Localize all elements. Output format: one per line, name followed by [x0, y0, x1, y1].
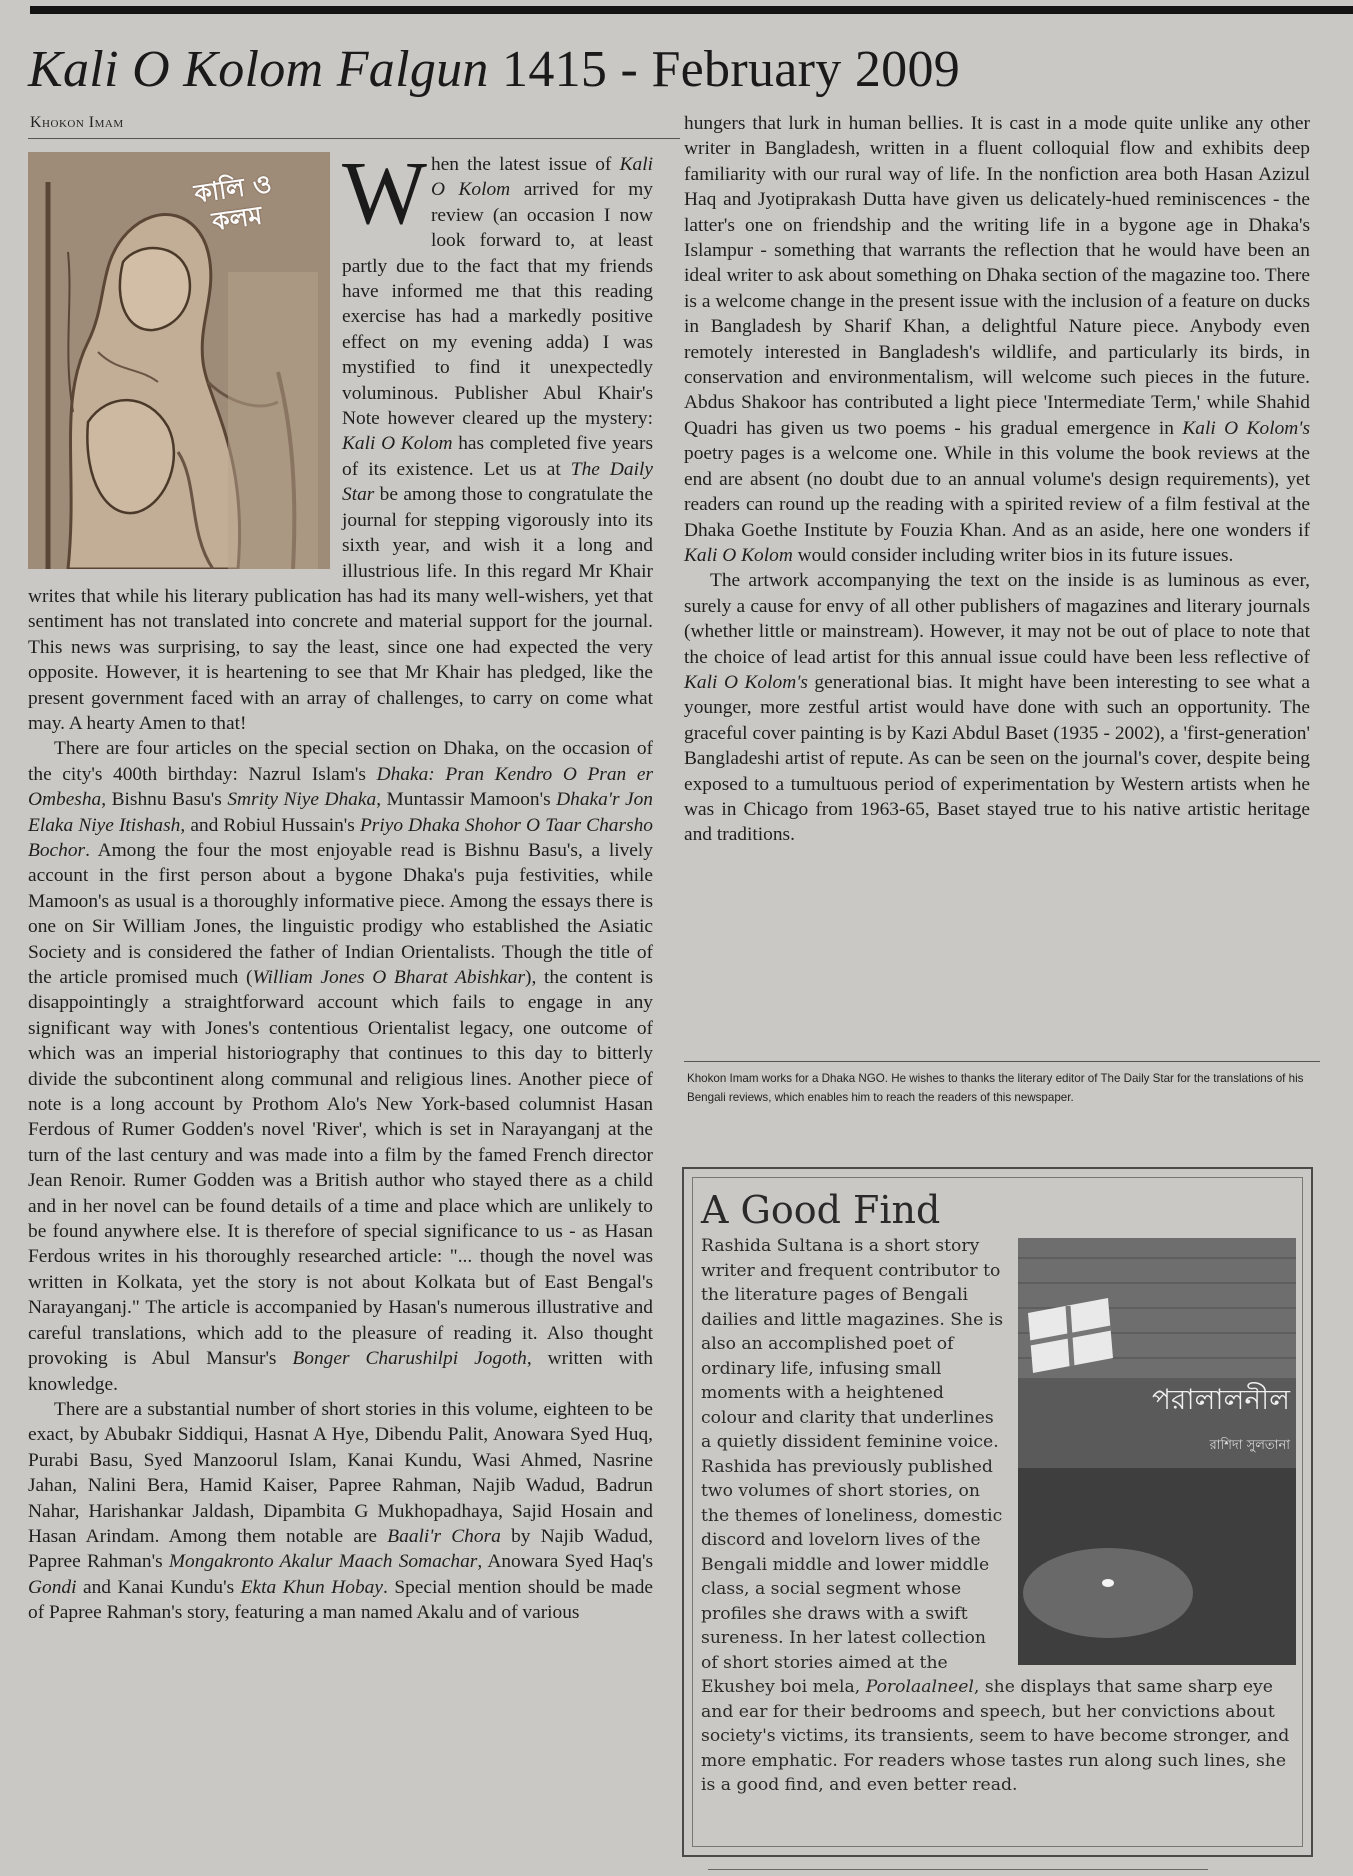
- text-run-italic: Gondi: [28, 1576, 77, 1598]
- byline-rule: [28, 138, 680, 139]
- magazine-logo-line1: কালি ও: [192, 168, 274, 209]
- top-rule: [30, 6, 1353, 14]
- text-run-italic: The Daily Star: [342, 458, 654, 506]
- article-paragraph-4: [684, 568, 1310, 847]
- text-run-italic: Kali O Kolom: [342, 433, 453, 455]
- text-run-italic: Porolaalneel: [865, 1677, 974, 1697]
- good-find-title: A Good Find: [701, 1188, 941, 1232]
- text-run: hen the latest issue of: [430, 154, 620, 175]
- text-run: . Special mention should be made of Papree Rahman's story, featuring a man named Akalu and of various: [28, 1576, 654, 1624]
- text-run: ), the content is disappointingly a straightforward account which fails to engage in any significant way with Jones's contentious Orientalist legacy, one outcome of which was an imperial historiography that continues to this day to bitterly divide the subcontinent along communal and religious lines. Another piece of note is a long account by Prothom Alo's New York-based columnist Hasan Ferdous of Rumer Godden's novel 'River', which is set in Narayanganj at the turn of the last century and was made into a film by the famed French director Jean Renoir. Rumer Godden was a British author who stayed there as a child and in her novel can be found details of a time and place which are unlikely to be found anywhere else. It is therefore of special significance to us - as Hasan Ferdous writes in his thoroughly researched article: "... though the novel was written in Kolkata, yet the story is not about Kolkata but of East Bengal's Narayanganj." The article is accompanied by Hasan's numerous illustrative and careful translations, which add to the pleasure of reading it. Also thought provoking is Abul Mansur's: [28, 967, 653, 1370]
- author-note: Khokon Imam works for a Dhaka NGO. He wishes to thanks the literary editor of The Daily Star for the translations of his Bengali reviews, which enables him to reach the readers of this newspaper.: [687, 1072, 1304, 1104]
- text-run-italic: Bonger Charushilpi Jogoth: [292, 1348, 527, 1370]
- text-run: There are a substantial number of short stories in this volume, eighteen to be exact, by Abubakr Siddiqui, Hasnat A Hye, Dibendu Palit, Anowara Syed Huq, Purabi Basu, Syed Manzoorul Islam, Kanai Kundu, Wasi Ahmed, Nasrine Jahan, Nalini Bera, Hamid Kaiser, Papree Rahman, Najib Wadud, Badrun Nahar, Harishankar Jaldash, Dipambita G Mukhopadhaya, Sajid Hosain and Hasan Arindam. Among them notable are: [28, 1398, 653, 1547]
- text-run-italic: Dhaka'r Jon Elaka Niye Itishash: [28, 789, 653, 836]
- text-run: , Anowara Syed Haq's: [477, 1551, 653, 1573]
- text-run: by Najib Wadud, Papree Rahman's: [28, 1525, 653, 1573]
- book-title: পরালালনীল: [1152, 1383, 1290, 1416]
- headline: [28, 38, 1318, 102]
- article-paragraph-2: [28, 736, 653, 1397]
- bottom-rule: [708, 1869, 1208, 1870]
- text-run: and Kanai Kundu's: [76, 1576, 241, 1598]
- text-run: poetry pages is a welcome one. While in this volume the book reviews at the end are absent (no doubt due to an annual volume's design requirements), yet readers can round up the reading with a spirited review of a film festival at the Dhaka Goethe Institute by Fouzia Khan. And as an aside, here one wonders if: [684, 443, 1310, 541]
- good-find-text: [701, 1234, 1296, 1798]
- byline: Khokon Imam: [30, 114, 124, 131]
- headline-italic: Kali O Kolom Falgun: [28, 41, 489, 98]
- text-run-italic: Mongakronto Akalur Maach Somachar: [168, 1551, 478, 1573]
- article-paragraph-3-start: [28, 1397, 653, 1626]
- text-run: has completed five years of its existence. Let us at: [342, 433, 653, 480]
- book-author: রাশিদা সুলতানা: [1209, 1438, 1290, 1453]
- headline-date: 1415 - February 2009: [488, 41, 961, 98]
- article-column-right: [684, 111, 1310, 848]
- text-run-italic: Dhaka: Pran Kendro O Pran er Ombesha: [28, 763, 653, 811]
- text-run: be among those to congratulate the journal for stepping vigorously into its sixth year, and wish it a long and illustrious life. In this regard Mr Khair writes that while his literary publication has had its many well-wishers, yet that sentiment has not translated into concrete and material support for the journal. This news was surprising, to say the least, since one had expected the very opposite. However, it is heartening to see that Mr Khair has pledged, like the present government faced with an array of challenges, to carry on come what may. A hearty Amen to that!: [28, 484, 653, 734]
- text-run-italic: Baali'r Chora: [387, 1525, 501, 1547]
- text-run: , she displays that same sharp eye and ear for their bedrooms and speech, but her convictions about society's victims, its transients, seem to have become stronger, and more emphatic. For readers whose tastes run along such lines, she is a good find, and even better read.: [701, 1677, 1290, 1795]
- text-run: Rashida Sultana is a short story writer and frequent contributor to the literature pages of Bengali dailies and little magazines. She is also an accomplished poet of ordinary life, infusing small moments with a heightened colour and clarity that underlines a quietly dissident feminine voice. Rashida has previously published two volumes of short stories, on the themes of loneliness, domestic discord and lovelorn lives of the Bengali middle and lower middle class, a social segment whose profiles she draws with a swift sureness. In her latest collection of short stories aimed at the Ekushey boi mela,: [701, 1236, 1004, 1697]
- text-run-italic: Kali O Kolom: [684, 544, 793, 566]
- text-run: arrived for my review (an occasion I now look forward to, at least partly due to the fact that my friends have informed me that this reading exercise has had a markedly positive effect on my evening adda) I was mystified to find it unexpectedly voluminous. Publisher Abul Khair's Note however cleared up the mystery:: [342, 179, 653, 430]
- text-run: , Muntassir Mamoon's: [376, 789, 557, 811]
- text-run: , Bishnu Basu's: [101, 789, 228, 811]
- book-cover-image: [1018, 1238, 1296, 1665]
- magazine-logo-line2: কলম: [210, 200, 264, 237]
- text-run: , and Robiul Hussain's: [180, 814, 360, 836]
- good-find-box: [682, 1167, 1313, 1857]
- text-run: , written with knowledge.: [28, 1348, 653, 1395]
- text-run: There are four articles on the special section on Dhaka, on the occasion of the city's 400th birthday: Nazrul Islam's: [28, 738, 653, 785]
- text-run-italic: William Jones O Bharat Abishkar: [252, 967, 526, 988]
- text-run-italic: Smrity Niye Dhaka: [227, 789, 377, 811]
- text-run: hungers that lurk in human bellies. It is cast in a mode quite unlike any other writer in Bangladesh, written in a fluent colloquial flow and exhibits deep familiarity with our rural way of life. In the nonfiction area both Hasan Azizul Haq and Jyotiprakash Dutta have given us delicately-hued reminiscences - the latter's one on friendship and the writing life in a bygone age in Dhaka's Islampur - something that warrants the reflection that he would have been an ideal writer to ask about something on Dhaka section of the magazine too. There is a welcome change in the present issue with the inclusion of a feature on ducks in Bangladesh by Sharif Khan, a delightful Nature piece. Anybody even remotely interested in Bangladesh's wildlife, and particularly its birds, in conservation and environmentalism, will welcome such pieces in the future. Abdus Shakoor has contributed a light piece 'Intermediate Term,' while Shahid Quadri has given us two poems - his gradual emergence in: [684, 113, 1310, 439]
- text-run: . Among the four the most enjoyable read is Bishnu Basu's, a lively account in the first person about a bygone Dhaka's puja festivities, while Mamoon's as usual is a thoroughly informative piece. Among the essays there is one on Sir William Jones, the linguistic prodigy who established the Asiatic Society and is considered the father of Indian Orientalists. Though the title of the article promised much (: [28, 839, 653, 988]
- text-run-italic: Kali O Kolom's: [1182, 417, 1310, 439]
- text-run: generational bias. It might have been interesting to see what a younger, more zestful artist would have done with such an opportunity. The graceful cover painting is by Kazi Abdul Baset (1935 - 2002), a 'first-generation' Bangladeshi artist of repute. As can be seen on the journal's cover, despite being exposed to a tumultuous period of experimentation by Western artists when he was in Chicago from 1963-65, Baset stayed true to his native artistic heritage and traditions.: [684, 671, 1310, 846]
- article-paragraph-3-continued: [684, 111, 1310, 568]
- text-run-italic: Ekta Khun Hobay: [240, 1576, 383, 1598]
- magazine-cover-image: [28, 152, 330, 569]
- text-run-italic: Kali O Kolom: [430, 154, 653, 201]
- text-run-italic: Kali O Kolom's: [684, 671, 808, 693]
- article-column-left: [28, 144, 654, 1626]
- text-run-italic: Priyo Dhaka Shohor O Taar Charsho Bochor: [28, 814, 653, 861]
- drop-cap: W: [342, 144, 427, 243]
- text-run: would consider including writer bios in its future issues.: [792, 544, 1234, 566]
- text-run: The artwork accompanying the text on the inside is as luminous as ever, surely a cause for envy of all other publishers of magazines and literary journals (whether little or mainstream). However, it may not be out of place to note that the choice of lead artist for this annual issue could have been less reflective of: [684, 570, 1310, 668]
- author-note-rule: [684, 1061, 1320, 1062]
